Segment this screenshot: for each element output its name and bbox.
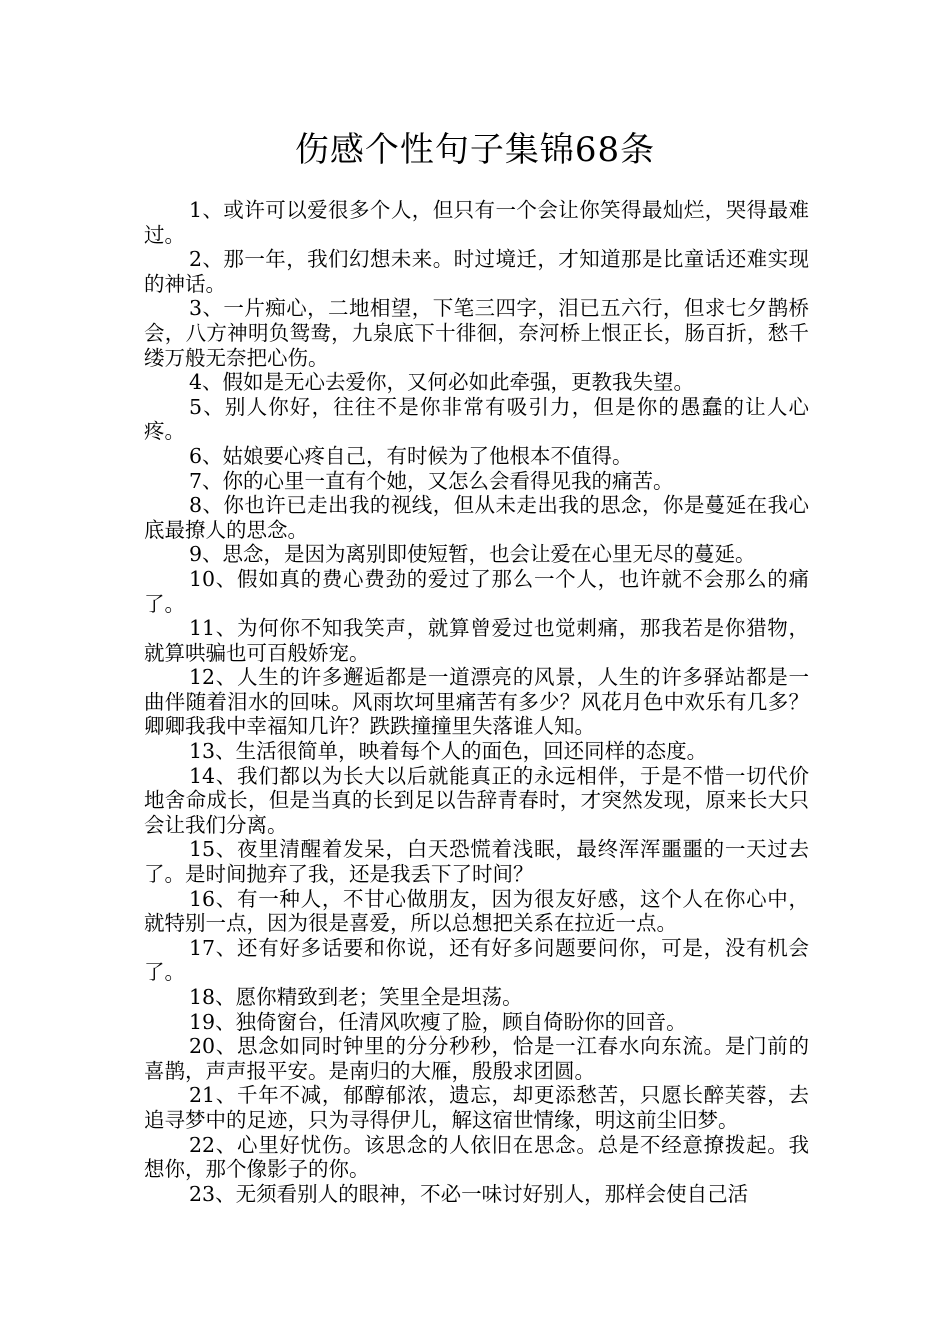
document-title: 伤感个性句子集锦68条 xyxy=(294,130,656,170)
document-body xyxy=(144,198,809,1206)
paragraph: 6、姑娘要心疼自己，有时候为了他根本不值得。 xyxy=(189,443,633,468)
paragraph: 23、无须看别人的眼神，不必一味讨好别人，那样会使自己活 xyxy=(189,1181,749,1206)
paragraph: 2、那一年，我们幻想未来。时过境迁，才知道那是比童话还难实现的神话。 xyxy=(144,247,809,296)
paragraph: 8、你也许已走出我的视线，但从未走出我的思念，你是蔓延在我心底最撩人的思念。 xyxy=(144,493,809,542)
paragraph: 4、假如是无心去爱你，又何必如此牵强，更教我失望。 xyxy=(189,370,695,395)
paragraph: 1、或许可以爱很多个人，但只有一个会让你笑得最灿烂，哭得最难过。 xyxy=(144,198,809,247)
paragraph: 19、独倚窗台，任清风吹瘦了脸，顾自倚盼你的回音。 xyxy=(189,1009,687,1034)
paragraph: 9、思念，是因为离别即使短暂，也会让爱在心里无尽的蔓延。 xyxy=(189,542,756,567)
paragraph: 22、心里好忧伤。该思念的人依旧在思念。总是不经意撩拨起。我想你，那个像影子的你。 xyxy=(144,1132,809,1182)
paragraph: 21、千年不减，郁醇郁浓，遗忘，却更添愁苦，只愿长醉芙蓉，去追寻梦中的足迹，只为寻得伊儿，解这宿世情缘，明这前尘旧梦。 xyxy=(144,1083,809,1132)
paragraph: 12、人生的许多邂逅都是一道漂亮的风景，人生的许多驿站都是一曲伴随着泪水的回味。风雨坎坷里痛苦有多少？风花月色中欢乐有几多？卿卿我我中幸福知几许？跌跌撞撞里失落谁人知。 xyxy=(144,665,809,739)
paragraph: 5、别人你好，往往不是你非常有吸引力，但是你的愚蠢的让人心疼。 xyxy=(144,394,809,444)
paragraph: 7、你的心里一直有个她，又怎么会看得见我的痛苦。 xyxy=(189,468,674,493)
paragraph: 18、愿你精致到老；笑里全是坦荡。 xyxy=(189,985,523,1009)
paragraph: 10、假如真的费心费劲的爱过了那么一个人，也许就不会那么的痛了。 xyxy=(144,566,809,616)
paragraph: 13、生活很简单，映着每个人的面色，回还同样的态度。 xyxy=(189,739,708,764)
paragraph: 15、夜里清醒着发呆，白天恐慌着浅眠，最终浑浑噩噩的一天过去了。是时间抛弃了我，还是我丢下了时间？ xyxy=(144,837,809,887)
paragraph: 3、一片痴心，二地相望，下笔三四字，泪已五六行，但求七夕鹊桥会，八方神明负鸳鸯，九泉底下十徘徊，奈河桥上恨正长，肠百折，愁千缕万般无奈把心伤。 xyxy=(144,296,809,370)
paragraph: 20、思念如同时钟里的分分秒秒，恰是一江春水向东流。是门前的喜鹊，声声报平安。是南归的大雁，殷殷求团圆。 xyxy=(144,1034,809,1083)
paragraph: 17、还有好多话要和你说，还有好多问题要问你，可是，没有机会了。 xyxy=(144,935,809,985)
paragraph: 14、我们都以为长大以后就能真正的永远相伴，于是不惜一切代价地舍命成长，但是当真的长到足以告辞青春时，才突然发现，原来长大只会让我们分离。 xyxy=(144,763,809,837)
paragraph: 16、有一种人，不甘心做朋友，因为很友好感，这个人在你心中，就特别一点，因为很是喜爱，所以总想把关系在拉近一点。 xyxy=(144,886,809,936)
paragraph: 11、为何你不知我笑声，就算曾爱过也觉刺痛，那我若是你猎物，就算哄骗也可百般娇宠。 xyxy=(144,616,809,665)
